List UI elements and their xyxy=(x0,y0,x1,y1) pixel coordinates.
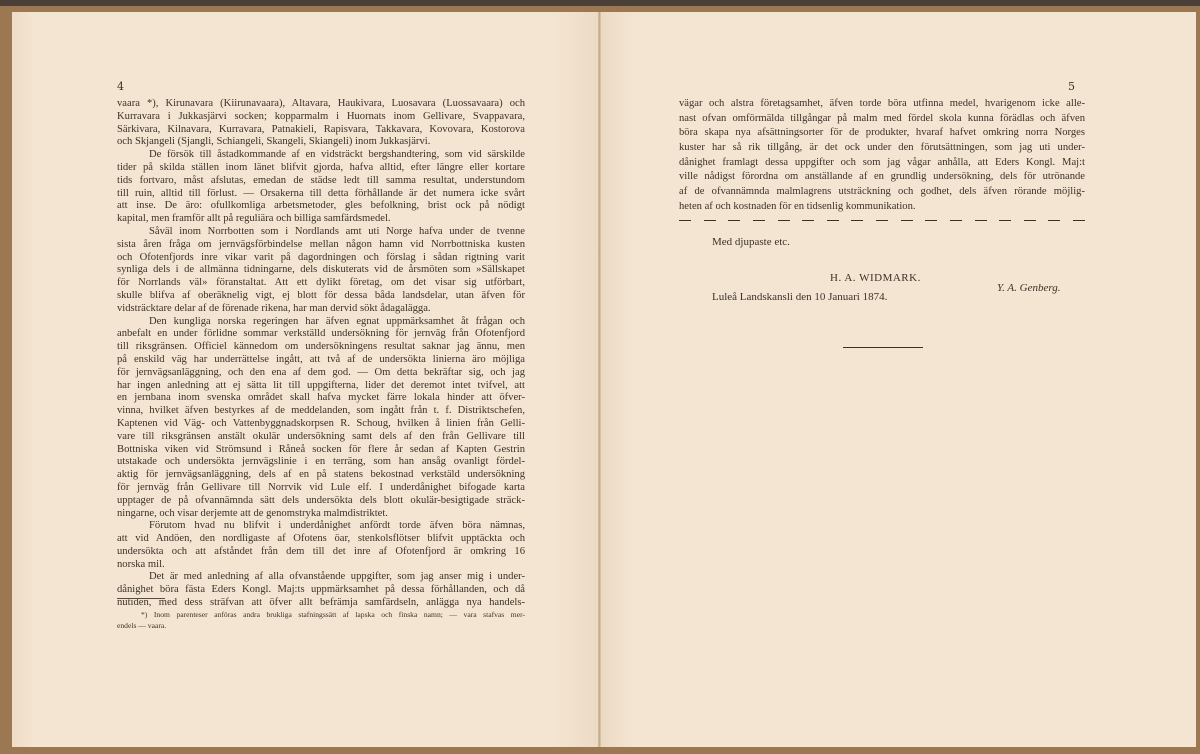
dash xyxy=(802,220,814,221)
signature: H. A. WIDMARK. xyxy=(830,272,921,284)
text-line: och Ofotenfjords inre vikar varit på dagordningen och förslag i sådan rigtning varit xyxy=(117,251,525,263)
dash xyxy=(728,220,740,221)
text-line: skulle blifva af oberäknelig vigt, ej blott för dessa båda landsdelar, utan äfven för xyxy=(117,289,525,301)
text-line: för jernvägsanläggning, och den ena af dem god. — Om detta bekräftar sig, och jag xyxy=(117,366,525,378)
text-line: Särkivara, Kilnavara, Kurravara, Patnakieli, Rapisvara, Takkavara, Kovovara, Kostorova xyxy=(117,123,525,135)
text-line: på enskild väg har underrättelse ingått, att två af de undersökta linierna äro möjliga xyxy=(117,353,525,365)
text-line: Det är med anledning af alla ofvanstående uppgifter, som jag anser mig i under- xyxy=(149,571,525,583)
dash xyxy=(876,220,888,221)
scanner-background xyxy=(0,0,1200,6)
text-line: aktig för jernvägsanläggning, dels af en på statens bekostnad verkstäld undersökning xyxy=(117,469,525,481)
footnote-line: endels — vaara. xyxy=(117,621,167,630)
dash xyxy=(999,220,1011,221)
text-line: kapital, men framför allt på reguliära och billiga samfärdsmedel. xyxy=(117,213,391,225)
text-line: ville nådigst förordna om anställande af en grundlig undersökning, dels för utrönande xyxy=(679,171,1085,183)
dash xyxy=(901,220,913,221)
text-line: Förutom hvad nu blifvit i underdånighet anfördt torde äfven böra nämnas, xyxy=(149,520,525,532)
place-and-date: Luleå Landskansli den 10 Januari 1874. xyxy=(712,291,888,303)
text-line: nutiden, med dess sträfvan att öfver allt befrämja samfärdseln, anlägga nya handels- xyxy=(117,597,525,609)
text-line: att inse. De äro: ofullkomliga arbetsmetoder, gles befolkning, brist ock på nödigt xyxy=(117,200,525,212)
text-line: en jernbana inom svenska området skall hafva mycket färre lokala hinder att öfver- xyxy=(117,392,525,404)
text-line: tids fortvaro, måst afslutas, emedan de städse ledt till samma resultat, understundom xyxy=(117,174,525,186)
text-line: vaara *), Kirunavara (Kiirunavaara), Altavara, Haukivara, Luosavara (Luossavaara) och xyxy=(117,98,525,109)
countersignature: Y. A. Genberg. xyxy=(997,282,1061,294)
text-line: De försök till åstadkommande af en vidsträckt bergshandtering, som vid särskilde xyxy=(149,149,525,161)
text-line: dånighet böra fästa Eders Kongl. Maj:ts uppmärksamhet på dessa förhållanden, och då xyxy=(117,584,525,596)
text-line: vare till riksgränsen anstält okulär undersökning samt dels af den från Gellivare till xyxy=(117,430,525,442)
text-line: vidsträcktare delar af de förenade rikena, har man dervid sökt ådagalägga. xyxy=(117,302,431,314)
text-line: synliga dels i de allmänna tidningarne, dels diskuterats vid de årsmöten som »Sällskapet xyxy=(117,264,525,276)
text-line: till ruin, alltid till förlust. — Orsakerna till detta förhållande är det numera icke svårt xyxy=(117,187,525,199)
page-number-right: 5 xyxy=(1068,80,1075,93)
text-line: ningarne, och visar derjemte att de genomstryka malmdistriktet. xyxy=(117,507,388,519)
left-body-text xyxy=(117,98,525,610)
dash xyxy=(1024,220,1036,221)
right-body-text xyxy=(679,97,1085,215)
dash xyxy=(925,220,937,221)
text-line: och Skjangeli (Sjangli, Schiangeli, Skangeli, Skiangeli) inom Jukkasjärvi. xyxy=(117,136,431,148)
text-line: dånighet framlagt dessa uppgifter och som jag vågar anhålla, att Eders Kongl. Maj:t xyxy=(679,156,1085,168)
page-number-left: 4 xyxy=(117,80,124,93)
dash xyxy=(1073,220,1085,221)
text-line: utstakade och undersökta jernvägslinie i en terräng, som han ansåg ovanligt fördel- xyxy=(117,456,525,468)
dashed-separator xyxy=(679,220,1085,221)
text-line: sista åren fråga om jernvägsförbindelse mellan någon hamn vid Norrbottniska kusten xyxy=(117,238,525,250)
text-line: undersökta och att afståndet från dem till det inre af Ofotenfjord är omkring 16 xyxy=(117,545,525,557)
dash xyxy=(827,220,839,221)
text-line: af de ofvannämnda malmlagrens utsträckning och godhet, dels äfven rörande möjlig- xyxy=(679,186,1085,198)
dash xyxy=(753,220,765,221)
text-line: Den kungliga norska regeringen har äfven egnat uppmärksamhet åt frågan och xyxy=(149,315,525,327)
text-line: nast ofvan omförmälda tillgångar på malm med fördel skola kunna förädlas och äfven xyxy=(679,112,1085,124)
text-line: Kaptenen vid Väg- och Vattenbyggnadskorpsen R. Schoug, hvilken å linien från Gelli- xyxy=(117,417,525,429)
text-line: vinna, hvilket äfven bestyrkes af de meddelanden, som ingått från t. f. Distriktschefen, xyxy=(117,405,525,417)
dash xyxy=(975,220,987,221)
text-line: för Norrlands väl» föranstaltat. Att ett dylikt företag, om det visar sig utförbart, xyxy=(117,277,525,289)
text-line: Såväl inom Norrbotten som i Nordlands amt uti Norge hafva under de tvenne xyxy=(149,225,525,237)
footnote-line: *) Inom parenteser anföras andra brukliga stafningssätt af lapska och finska namn; — vara stafvas mer- xyxy=(141,610,525,619)
dash xyxy=(778,220,790,221)
dash xyxy=(851,220,863,221)
text-line: för jernväg från Gellivare till Norrvik vid Lule elf. I underdånighet bifogade karta xyxy=(117,481,525,493)
closing-formula: Med djupaste etc. xyxy=(712,236,790,248)
text-line: vägar och alstra företagsamhet, äfven torde böra utfinna medel, hvarigenom icke alle- xyxy=(679,98,1085,109)
text-line: heten af och kostnaden för en tidsenlig kommunikation. xyxy=(679,200,916,212)
dash xyxy=(704,220,716,221)
text-line: böra skapa nya afsättningsorter för de produkter, hvaraf hafvet omkring norra Norges xyxy=(679,127,1085,139)
footnote-rule xyxy=(117,598,165,599)
text-line: Bottniska viken vid Strömsund i Råneå socken för flere år sedan af Kapten Gestrin xyxy=(117,443,525,455)
text-line: tider på skilda ställen inom länet blifvit gjorda, hafva alltid, efter längre eller kortare xyxy=(117,161,525,173)
dash xyxy=(950,220,962,221)
text-line: anbefalt en under förlidne sommar verkställd undersökning för jernväg från Ofotenfjord xyxy=(117,328,525,340)
dash xyxy=(679,220,691,221)
footnote xyxy=(117,609,525,631)
text-line: till riksgränsen. Officiel kännedom om undersökningens resultat saknar jag ännu, men xyxy=(117,341,525,353)
dash xyxy=(1048,220,1060,221)
book-gutter xyxy=(598,12,601,747)
text-line: Kurravara i Jukkasjärvi socken; kopparmalm i Huornats inom Gellivare, Svappavara, xyxy=(117,110,525,122)
text-line: att vid Andöen, den nordligaste af Ofotens öar, stenkolsflötser blifvit upptäckta och xyxy=(117,533,525,545)
text-line: har ingen anledning att ej sätta lit till uppgifterna, lider det deremot intet tvifvel, att xyxy=(117,379,525,391)
end-rule xyxy=(843,347,923,348)
text-line: upptager de på ofvannämnda sätt dels undersökta dels blott okulär-besigtigade sträck- xyxy=(117,494,525,506)
text-line: kuster har så rik tillgång, är det ock under den förutsättningen, som jag uti under- xyxy=(679,142,1085,154)
text-line: norska mil. xyxy=(117,558,165,570)
